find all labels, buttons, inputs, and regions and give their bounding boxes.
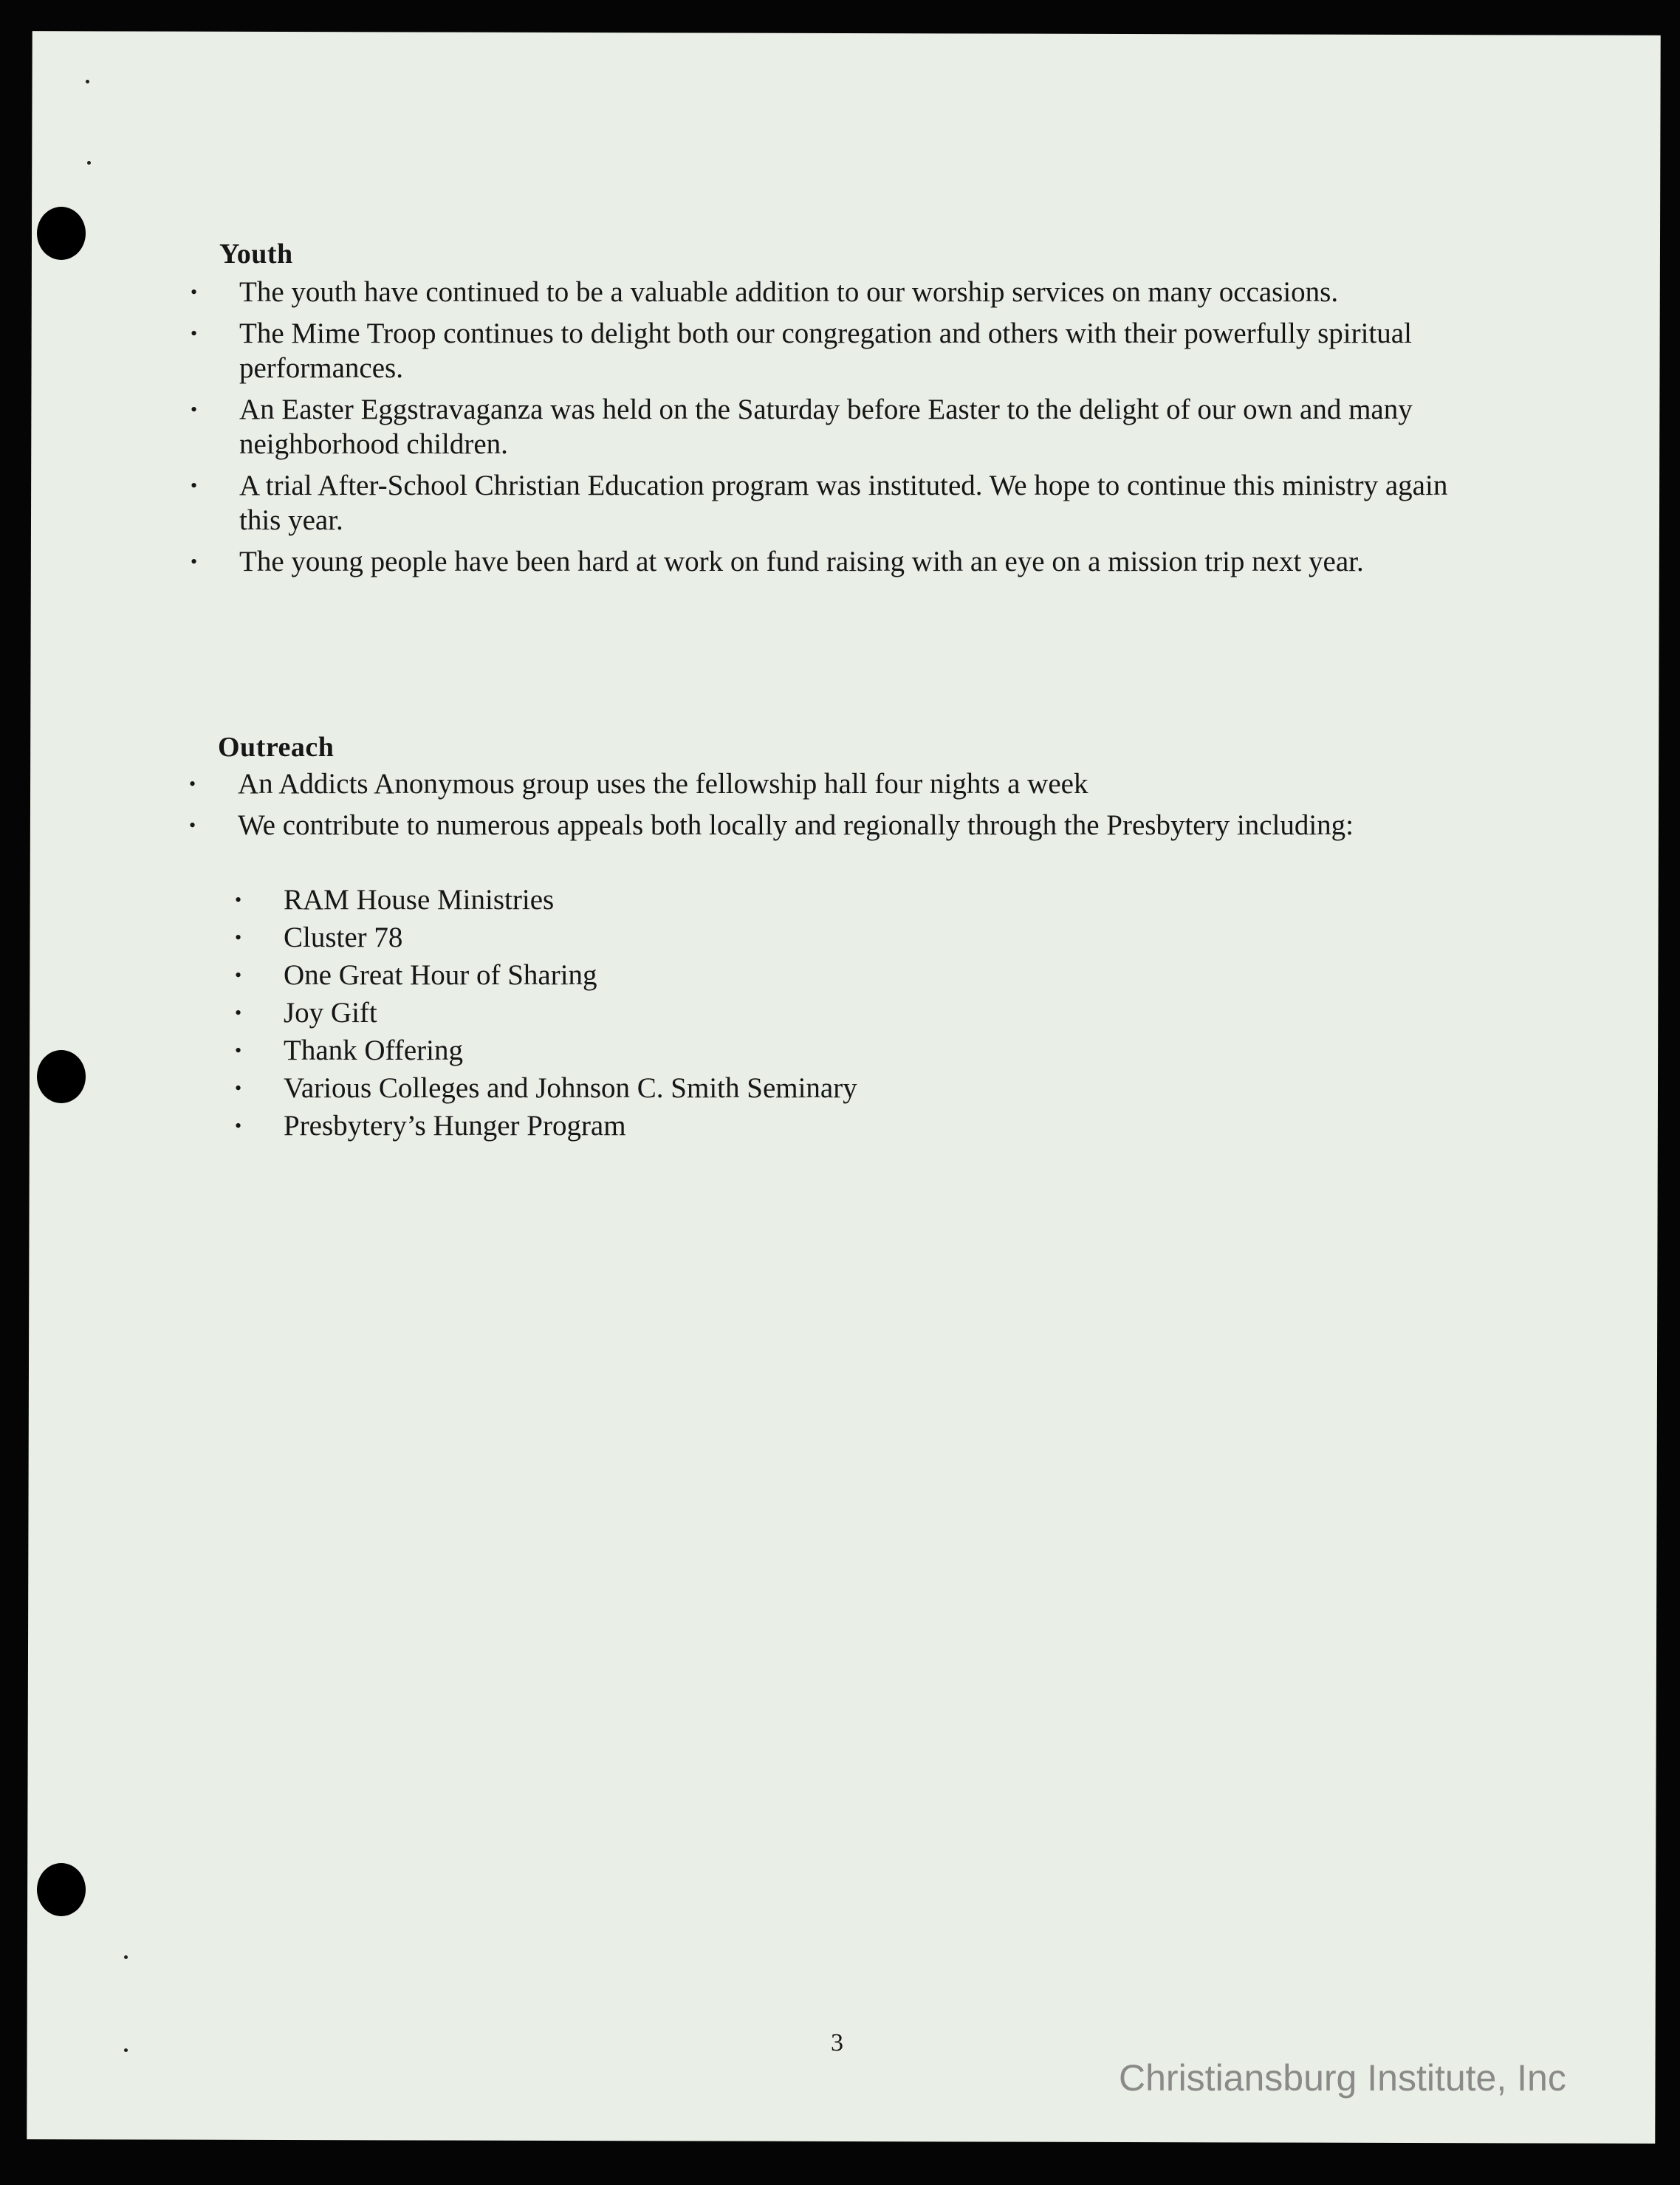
bullet-icon: •: [191, 551, 198, 572]
bullet-icon: •: [191, 281, 198, 303]
list-item: • An Addicts Anonymous group uses the fellowship hall four nights a week: [189, 768, 1088, 800]
bullet-icon: •: [189, 773, 196, 795]
bullet-icon: •: [189, 814, 196, 836]
list-item: • The Mime Troop continues to delight both our congregation and others with their powerfully spiritual performances.: [191, 318, 1412, 384]
list-item: • The youth have continued to be a valuable addition to our worship services on many occasions.: [191, 276, 1339, 308]
outreach-list: [189, 766, 1489, 849]
list-item: • An Easter Eggstravaganza was held on the Saturday before Easter to the delight of our own and many neighborhood children.: [191, 394, 1413, 460]
bullet-icon: •: [191, 475, 198, 496]
list-item: • Cluster 78: [235, 922, 403, 953]
watermark: Christiansburg Institute, Inc: [1119, 2057, 1566, 2099]
list-item: • Thank Offering: [235, 1035, 463, 1066]
bullet-icon: •: [235, 1077, 242, 1099]
page-number: 3: [831, 2029, 843, 2057]
list-item: • RAM House Ministries: [235, 884, 555, 916]
bullet-icon: •: [235, 889, 242, 910]
list-item: • Presbytery’s Hunger Program: [235, 1110, 626, 1142]
bullet-icon: •: [235, 964, 242, 986]
section-heading-outreach: Outreach: [218, 732, 335, 763]
list-item: • A trial After-School Christian Education program was instituted. We hope to continue this ministry again this year.: [191, 470, 1448, 536]
list-item: • We contribute to numerous appeals both locally and regionally through the Presbytery including:: [189, 809, 1354, 841]
youth-list: [191, 275, 1490, 586]
bullet-icon: •: [235, 927, 242, 948]
bullet-icon: •: [191, 323, 198, 344]
list-item: • Various Colleges and Johnson C. Smith Seminary: [235, 1072, 857, 1104]
section-heading-youth: Youth: [219, 239, 293, 270]
bullet-icon: •: [235, 1002, 242, 1023]
bullet-icon: •: [191, 399, 198, 420]
bullet-icon: •: [235, 1040, 242, 1061]
list-item: • One Great Hour of Sharing: [235, 959, 597, 991]
appeals-sublist: [235, 882, 1121, 1146]
list-item: • Joy Gift: [235, 997, 377, 1029]
bullet-icon: •: [235, 1115, 242, 1136]
list-item: • The young people have been hard at work on fund raising with an eye on a mission trip next year.: [191, 546, 1364, 577]
